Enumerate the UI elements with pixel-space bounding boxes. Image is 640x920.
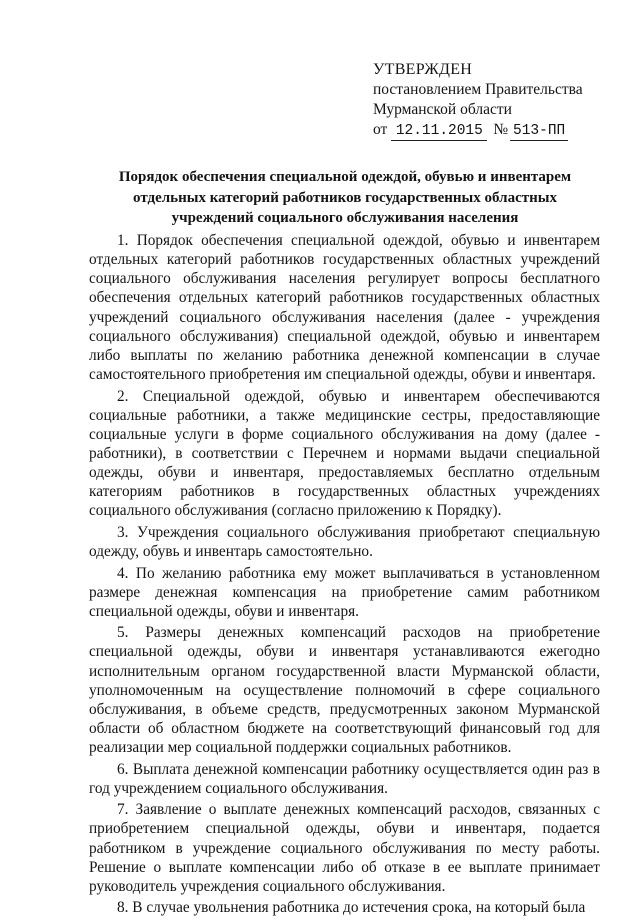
paragraph: 3. Учреждения социального обслуживания приобретают специальную одежду, обувь и инвентарь самостоятельно. (89, 523, 600, 561)
approval-stamp (373, 60, 613, 141)
number-sign: № (493, 121, 509, 138)
paragraph: 4. По желанию работника ему может выплачиваться в установленном размере денежная компенсация на приобретение самим работником специальной одежды, обуви и инвентаря. (89, 564, 600, 620)
date-prefix: от (373, 121, 388, 138)
paragraph: 7. Заявление о выплате денежных компенсаций расходов, связанных с приобретением специальной одежды, обуви и инвентаря, подается работником в учреждение социального обслуживания по месту работы. Решение о выплате компенсации либо об отказе в ее выплате принимает руководитель учреждения социального обслуживания. (89, 801, 600, 895)
paragraph: 8. В случае увольнения работника до истечения срока, на который была (117, 899, 586, 917)
paragraph: 1. Порядок обеспечения специальной одеждой, обувью и инвентарем отдельных категорий работников государственных областных учреждений социального обслуживания населения регулирует вопросы бесплатного обеспечения отдельных категорий работников государственных областных учреждений социального обслуживания населения (далее - учреждения социального обслуживания) специальной одеждой, обувью и инвентарем либо выплаты по желанию работника денежной компенсации в случае самостоятельного приобретения им специальной одежды, обуви и инвентаря. (89, 232, 600, 384)
approval-line-1: постановлением Правительства (373, 81, 583, 98)
approval-date: 12.11.2015 (391, 123, 487, 141)
paragraph: 2. Специальной одеждой, обувью и инвентарем обеспечиваются социальные работники, а также медицинские сестры, предоставляющие социальные услуги в форме социального обслуживания на дому (далее - работники), в соответствии с Перечнем и нормами выдачи специальной одежды, обуви и инвентаря, предоставляемых бесплатно отдельным категориям работников в государственных областных учреждениях социального обслуживания (согласно приложению к Порядку). (89, 387, 600, 520)
paragraph: 5. Размеры денежных компенсаций расходов на приобретение специальной одежды, обуви и инвентаря устанавливаются ежегодно исполнительным органом государственной власти Мурманской области, уполномоченным на осуществление полномочий в сфере социального обслуживания, в объеме средств, предусмотренных законом Мурманской области об областном бюджете на соответствующий финансовый год для реализации мер социальной поддержки социальных работников. (89, 624, 600, 757)
paragraph: 6. Выплата денежной компенсации работнику осуществляется один раз в год учреждением социального обслуживания. (89, 760, 600, 797)
approval-date-line (373, 120, 613, 141)
approval-title: УТВЕРЖДЕН (373, 61, 473, 78)
document-title: Порядок обеспечения специальной одеждой, обувью и инвентарем отдельных категорий работников государственных областных учреждений социального обслуживания населения (118, 169, 572, 226)
document-body (89, 231, 600, 920)
approval-number: 513-ПП (510, 123, 568, 141)
approval-line-2: Мурманской области (373, 101, 512, 118)
